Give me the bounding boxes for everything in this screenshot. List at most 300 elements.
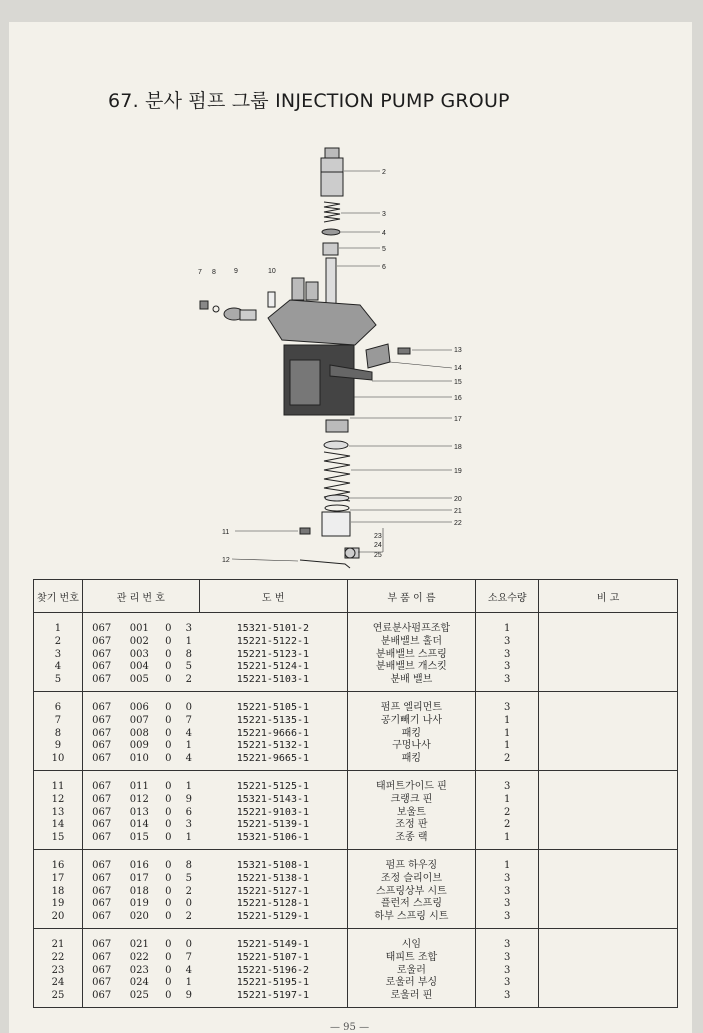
- cell-d: 5: [185, 872, 192, 884]
- cell-a: 067: [82, 849, 120, 872]
- cell-b: 004: [129, 661, 149, 673]
- callout-25: 25: [374, 552, 382, 559]
- cell-a: 067: [82, 674, 120, 691]
- packing-8: [213, 306, 219, 312]
- table-row: [34, 807, 678, 820]
- eye-bolt: [224, 308, 256, 320]
- cell-c: 0: [165, 648, 172, 660]
- cell-b: 006: [129, 701, 149, 713]
- table-row: [34, 794, 678, 807]
- cell-d: 0: [185, 938, 192, 950]
- table-row: [34, 873, 678, 886]
- cell-remarks: [539, 753, 678, 770]
- cell-b: 019: [129, 898, 149, 910]
- callout-4: 4: [382, 230, 386, 237]
- cell-a: 067: [82, 649, 120, 662]
- callout-19: 19: [454, 468, 462, 475]
- table-row: [34, 832, 678, 849]
- cell-no: 18: [34, 886, 83, 899]
- cell-name: 연료분사펌프조합: [347, 613, 476, 636]
- cell-b: 005: [120, 674, 158, 691]
- cell-dwg: 15221-5123-1: [199, 649, 347, 662]
- parts-table: [33, 579, 678, 1008]
- table-row: [34, 911, 678, 928]
- cell-c: 0: [158, 990, 178, 1007]
- callout-2: 2: [382, 169, 386, 176]
- cell-qty: 3: [476, 990, 539, 1007]
- cell-remarks: [539, 728, 678, 741]
- cell-dwg: 15221-5105-1: [199, 691, 347, 714]
- cell-name: 로울러 핀: [347, 990, 476, 1007]
- crank-pin: [300, 560, 350, 568]
- cell-dwg: 15221-5128-1: [199, 898, 347, 911]
- cell-a: 067: [82, 873, 120, 886]
- delivery-valve-spring: [324, 202, 340, 222]
- table-row: [34, 965, 678, 978]
- cell-d: 1: [185, 780, 192, 792]
- cell-name: 조정 슬리이브: [347, 873, 476, 886]
- cell-c: 0: [165, 872, 172, 884]
- cell-qty: 3: [476, 649, 539, 662]
- cell-c: 0: [165, 951, 172, 963]
- cell-b: 013: [129, 806, 149, 818]
- table-row: [34, 977, 678, 990]
- cell-no: 9: [34, 740, 83, 753]
- cell-name: 펌프 엘리먼트: [347, 691, 476, 714]
- cell-a: 067: [82, 911, 120, 928]
- cell-remarks: [539, 807, 678, 820]
- cell-a: 067: [82, 965, 120, 978]
- cell-no: 4: [34, 661, 83, 674]
- cell-name: 하부 스프링 시트: [347, 911, 476, 928]
- cell-d: 2: [185, 885, 192, 897]
- cell-name: 태피트 조합: [347, 952, 476, 965]
- cell-b: 021: [129, 938, 149, 950]
- table-row: [34, 740, 678, 753]
- cell-d: 0: [185, 898, 192, 910]
- cell-qty: 3: [476, 770, 539, 793]
- cell-qty: 2: [476, 753, 539, 770]
- cell-qty: 3: [476, 952, 539, 965]
- cell-qty: 3: [476, 977, 539, 990]
- cell-name: 구멍나사: [347, 740, 476, 753]
- cell-no: 7: [34, 715, 83, 728]
- header-remarks: 비 고: [539, 580, 678, 613]
- table-row: [34, 819, 678, 832]
- cell-name: 크랭크 핀: [347, 794, 476, 807]
- cell-remarks: [539, 636, 678, 649]
- callout-22: 22: [454, 520, 462, 527]
- pump-housing: [268, 278, 376, 415]
- cell-a: 067: [82, 691, 120, 714]
- shim: [325, 505, 349, 511]
- cell-remarks: [539, 674, 678, 691]
- table-row: [34, 674, 678, 691]
- cell-qty: 3: [476, 873, 539, 886]
- callout-13: 13: [454, 347, 462, 354]
- cell-c: 0: [165, 898, 172, 910]
- cell-b: 012: [129, 793, 149, 805]
- cell-remarks: [539, 832, 678, 849]
- cell-remarks: [539, 990, 678, 1007]
- cell-d: 9: [185, 793, 192, 805]
- callout-15: 15: [454, 379, 462, 386]
- cell-name: 시임: [347, 928, 476, 951]
- header-mgmt-no: 관 리 번 호: [82, 580, 199, 613]
- cell-remarks: [539, 715, 678, 728]
- callout-17: 17: [454, 416, 462, 423]
- cell-dwg: 15221-9665-1: [199, 753, 347, 770]
- cell-no: 22: [34, 952, 83, 965]
- cell-no: 8: [34, 728, 83, 741]
- cell-dwg: 15221-5149-1: [199, 928, 347, 951]
- cell-c: 0: [165, 819, 172, 831]
- cell-qty: 3: [476, 965, 539, 978]
- table-row: [34, 649, 678, 662]
- cell-c: 0: [165, 964, 172, 976]
- cell-remarks: [539, 965, 678, 978]
- cell-no: 6: [34, 691, 83, 714]
- cell-no: 24: [34, 977, 83, 990]
- cell-b: 014: [129, 819, 149, 831]
- cell-name: 태퍼트가이드 핀: [347, 770, 476, 793]
- cell-qty: 1: [476, 794, 539, 807]
- cell-d: 4: [185, 964, 192, 976]
- cell-no: 14: [34, 819, 83, 832]
- cell-b: 016: [129, 859, 149, 871]
- cell-c: 0: [165, 977, 172, 989]
- cell-d: 4: [185, 727, 192, 739]
- cell-qty: 3: [476, 674, 539, 691]
- cell-name: 패킹: [347, 728, 476, 741]
- cell-b: 024: [129, 977, 149, 989]
- callout-21: 21: [454, 508, 462, 515]
- cell-d: 5: [185, 661, 192, 673]
- cell-c: 0: [165, 806, 172, 818]
- cell-no: 10: [34, 753, 83, 770]
- cell-b: 023: [129, 964, 149, 976]
- cell-dwg: 15221-5107-1: [199, 952, 347, 965]
- cell-a: 067: [82, 613, 120, 636]
- header-ref-no: 찾기 번호: [34, 580, 83, 613]
- cell-remarks: [539, 794, 678, 807]
- callout-8: 8: [212, 269, 216, 276]
- air-vent-screw: [200, 301, 208, 309]
- cell-c: 0: [165, 701, 172, 713]
- cell-a: 067: [82, 807, 120, 820]
- cell-dwg: 15221-5196-2: [199, 965, 347, 978]
- cell-d: 1: [185, 635, 192, 647]
- cell-remarks: [539, 952, 678, 965]
- cell-dwg: 15221-5132-1: [199, 740, 347, 753]
- cell-qty: 3: [476, 886, 539, 899]
- cell-remarks: [539, 613, 678, 636]
- cell-remarks: [539, 691, 678, 714]
- delivery-valve-gasket: [322, 229, 340, 235]
- control-sleeve: [326, 420, 348, 432]
- cell-d: 9: [178, 990, 199, 1007]
- cell-a: 067: [82, 740, 120, 753]
- cell-b: 008: [129, 727, 149, 739]
- cell-a: 067: [82, 794, 120, 807]
- cell-qty: 1: [476, 715, 539, 728]
- cell-no: 15: [34, 832, 83, 849]
- delivery-valve: [323, 243, 338, 255]
- cell-dwg: 15221-5103-1: [199, 674, 347, 691]
- cell-no: 1: [34, 613, 83, 636]
- cell-dwg: 15321-5143-1: [199, 794, 347, 807]
- cell-b: 025: [120, 990, 158, 1007]
- header-qty: 소요수량: [476, 580, 539, 613]
- cell-no: 5: [34, 674, 83, 691]
- header-drawing-no: 도 번: [199, 580, 347, 613]
- cell-name: 로울러 부싱: [347, 977, 476, 990]
- table-row: [34, 770, 678, 793]
- cell-dwg: 15321-5108-1: [199, 849, 347, 872]
- cell-d: 1: [185, 740, 192, 752]
- cell-no: 20: [34, 911, 83, 928]
- cell-qty: 2: [476, 819, 539, 832]
- injection-pump-exploded-diagram: [180, 135, 500, 575]
- cell-c: 0: [165, 859, 172, 871]
- pump-element: [326, 258, 336, 308]
- callout-7: 7: [198, 269, 202, 276]
- cell-name: 패킹: [347, 753, 476, 770]
- cell-no: 23: [34, 965, 83, 978]
- cell-c: 0: [158, 753, 178, 770]
- header-part-name: 부 품 이 름: [347, 580, 476, 613]
- table-row: [34, 849, 678, 872]
- cell-b: 022: [129, 951, 149, 963]
- cell-qty: 3: [476, 661, 539, 674]
- cell-a: 067: [82, 753, 120, 770]
- lower-spring-seat: [325, 495, 349, 501]
- cell-a: 067: [82, 770, 120, 793]
- cell-qty: 3: [476, 691, 539, 714]
- table-row: [34, 715, 678, 728]
- cell-qty: 1: [476, 613, 539, 636]
- cell-name: 분배 밸브: [347, 674, 476, 691]
- callout-12: 12: [222, 557, 230, 564]
- cell-b: 018: [129, 885, 149, 897]
- callout-24: 24: [374, 542, 382, 549]
- cell-dwg: 15221-5139-1: [199, 819, 347, 832]
- cell-dwg: 15321-5101-2: [199, 613, 347, 636]
- page-title: 67. 분사 펌프 그룹 INJECTION PUMP GROUP: [108, 90, 510, 112]
- cell-d: 8: [185, 859, 192, 871]
- cell-c: 0: [165, 635, 172, 647]
- cell-d: 1: [185, 977, 192, 989]
- cell-b: 010: [120, 753, 158, 770]
- cell-remarks: [539, 849, 678, 872]
- cell-no: 12: [34, 794, 83, 807]
- cell-name: 분배밸브 스프링: [347, 649, 476, 662]
- upper-spring-seat: [324, 441, 348, 449]
- table-row: [34, 691, 678, 714]
- cell-remarks: [539, 661, 678, 674]
- cell-b: 020: [120, 911, 158, 928]
- callout-14: 14: [454, 365, 462, 372]
- table-row: [34, 952, 678, 965]
- cell-a: 067: [82, 952, 120, 965]
- cell-name: 분배밸브 홀더: [347, 636, 476, 649]
- cell-d: 7: [185, 951, 192, 963]
- cell-a: 067: [82, 636, 120, 649]
- callout-10: 10: [268, 268, 276, 275]
- cell-d: 6: [185, 806, 192, 818]
- callout-23: 23: [374, 533, 382, 540]
- cell-qty: 3: [476, 898, 539, 911]
- table-row: [34, 661, 678, 674]
- cell-b: 009: [129, 740, 149, 752]
- cell-remarks: [539, 819, 678, 832]
- callout-11: 11: [222, 529, 230, 536]
- cell-qty: 3: [476, 928, 539, 951]
- cell-dwg: 15221-5138-1: [199, 873, 347, 886]
- callout-9: 9: [234, 268, 238, 275]
- cell-dwg: 15221-5124-1: [199, 661, 347, 674]
- cell-qty: 1: [476, 728, 539, 741]
- cell-dwg: 15221-5195-1: [199, 977, 347, 990]
- cell-no: 2: [34, 636, 83, 649]
- cell-dwg: 15221-5197-1: [199, 990, 347, 1007]
- tappet-guide-pin: [300, 528, 310, 534]
- cell-remarks: [539, 770, 678, 793]
- cell-remarks: [539, 886, 678, 899]
- cell-c: 0: [165, 714, 172, 726]
- cell-b: 007: [129, 714, 149, 726]
- cell-name: 공기빼기 나사: [347, 715, 476, 728]
- plunger-spring: [324, 452, 350, 501]
- cell-d: 7: [185, 714, 192, 726]
- cell-dwg: 15221-9103-1: [199, 807, 347, 820]
- cell-c: 0: [165, 740, 172, 752]
- table-header: [34, 580, 678, 613]
- cell-remarks: [539, 873, 678, 886]
- cell-c: 0: [158, 832, 178, 849]
- table-row: [34, 613, 678, 636]
- cell-d: 4: [178, 753, 199, 770]
- cell-name: 조정 판: [347, 819, 476, 832]
- table-row: [34, 928, 678, 951]
- cell-remarks: [539, 898, 678, 911]
- cell-b: 015: [120, 832, 158, 849]
- table-row: [34, 990, 678, 1007]
- callout-3: 3: [382, 211, 386, 218]
- cell-c: 0: [165, 780, 172, 792]
- cell-d: 2: [178, 674, 199, 691]
- cell-qty: 3: [476, 911, 539, 928]
- cell-d: 3: [185, 623, 192, 634]
- cell-remarks: [539, 740, 678, 753]
- callout-5: 5: [382, 246, 386, 253]
- cell-d: 1: [178, 832, 199, 849]
- cell-b: 011: [129, 780, 149, 792]
- cell-dwg: 15221-9666-1: [199, 728, 347, 741]
- cell-d: 3: [185, 819, 192, 831]
- cell-dwg: 15221-5122-1: [199, 636, 347, 649]
- cell-no: 19: [34, 898, 83, 911]
- cell-b: 017: [129, 872, 149, 884]
- cell-a: 067: [82, 661, 120, 674]
- cell-d: 8: [185, 648, 192, 660]
- cell-a: 067: [82, 715, 120, 728]
- callout-18: 18: [454, 444, 462, 451]
- packing-10: [268, 292, 275, 307]
- cell-no: 3: [34, 649, 83, 662]
- cell-no: 16: [34, 849, 83, 872]
- cell-dwg: 15221-5129-1: [199, 911, 347, 928]
- cell-b: 002: [129, 635, 149, 647]
- adjusting-plate: [366, 344, 390, 368]
- cell-qty: 3: [476, 636, 539, 649]
- cell-qty: 1: [476, 740, 539, 753]
- cell-remarks: [539, 977, 678, 990]
- cell-dwg: 15221-5125-1: [199, 770, 347, 793]
- cell-dwg: 15321-5106-1: [199, 832, 347, 849]
- cell-a: 067: [82, 977, 120, 990]
- callout-6: 6: [382, 264, 386, 271]
- cell-name: 분배밸브 개스킷: [347, 661, 476, 674]
- cell-c: 0: [165, 885, 172, 897]
- roller-assembly: [345, 548, 359, 558]
- cell-dwg: 15221-5127-1: [199, 886, 347, 899]
- callout-20: 20: [454, 496, 462, 503]
- bolt-13: [398, 348, 410, 354]
- cell-no: 21: [34, 928, 83, 951]
- cell-d: 0: [185, 701, 192, 713]
- cell-no: 17: [34, 873, 83, 886]
- cell-c: 0: [158, 674, 178, 691]
- cell-remarks: [539, 928, 678, 951]
- tappet-assembly: [322, 512, 350, 536]
- cell-c: 0: [165, 727, 172, 739]
- cell-c: 0: [165, 793, 172, 805]
- cell-c: 0: [158, 911, 178, 928]
- cell-a: 067: [82, 832, 120, 849]
- cell-a: 067: [82, 990, 120, 1007]
- cell-name: 플런저 스프링: [347, 898, 476, 911]
- cell-d: 2: [178, 911, 199, 928]
- cell-name: 로울러: [347, 965, 476, 978]
- cell-a: 067: [82, 728, 120, 741]
- cell-a: 067: [82, 928, 120, 951]
- cell-remarks: [539, 911, 678, 928]
- cell-qty: 1: [476, 849, 539, 872]
- page-number: — 95 —: [330, 1022, 370, 1033]
- cell-remarks: [539, 649, 678, 662]
- table-row: [34, 728, 678, 741]
- cell-c: 0: [165, 623, 172, 634]
- cell-b: 003: [129, 648, 149, 660]
- cell-c: 0: [165, 661, 172, 673]
- cell-qty: 2: [476, 807, 539, 820]
- table-row: [34, 636, 678, 649]
- cell-dwg: 15221-5135-1: [199, 715, 347, 728]
- delivery-valve-holder: [321, 148, 343, 196]
- table-row: [34, 898, 678, 911]
- cell-no: 11: [34, 770, 83, 793]
- cell-name: 조종 랙: [347, 832, 476, 849]
- table-row: [34, 753, 678, 770]
- cell-a: 067: [82, 819, 120, 832]
- cell-name: 스프링상부 시트: [347, 886, 476, 899]
- cell-b: 001: [129, 623, 149, 634]
- cell-name: 펌프 하우징: [347, 849, 476, 872]
- cell-name: 보울트: [347, 807, 476, 820]
- cell-no: 25: [34, 990, 83, 1007]
- cell-a: 067: [82, 898, 120, 911]
